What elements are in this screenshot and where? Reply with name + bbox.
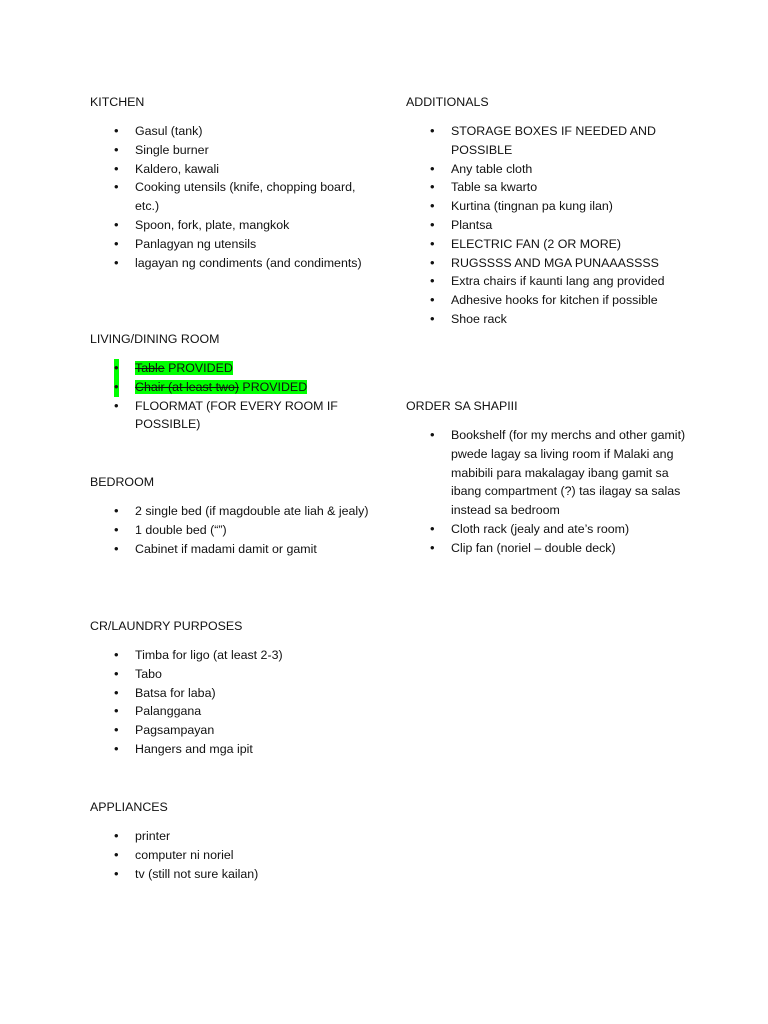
list-item: • lagayan ng condiments (and condiments) — [90, 254, 380, 273]
section-heading: KITCHEN — [90, 95, 145, 109]
list-item: • printer — [90, 827, 380, 846]
section-heading: ORDER SA SHAPIII — [406, 399, 518, 413]
bullet-icon: • — [430, 235, 435, 251]
list-item — [90, 359, 380, 378]
list-item: • 2 single bed (if magdouble ate liah & jealy) — [90, 502, 380, 521]
bullet-icon: • — [114, 397, 119, 413]
section-heading: BEDROOM — [90, 475, 155, 489]
bullet-icon: • — [114, 521, 119, 537]
kitchen-list — [90, 122, 380, 272]
list-item: • Tabo — [90, 665, 380, 684]
list-item: • Cooking utensils (knife, chopping board, etc.) — [114, 179, 356, 214]
list-item: • Single burner — [90, 141, 380, 160]
bullet-icon: • — [114, 684, 119, 700]
list-item: • RUGSSSS AND MGA PUNAAASSSS — [406, 254, 686, 273]
cr-list — [90, 646, 380, 759]
living-list — [90, 359, 380, 434]
bedroom-section — [90, 473, 380, 558]
bullet-icon: • — [114, 503, 119, 518]
list-item: • Palanggana — [90, 702, 380, 721]
bullet-icon: • — [114, 141, 119, 157]
struck-text: Chair (at least two) — [135, 379, 239, 394]
section-heading: ADDITIONALS — [406, 95, 489, 109]
list-item: • Adhesive hooks for kitchen if possible — [406, 291, 686, 310]
shapiii-list — [406, 426, 686, 558]
list-item: • Pagsampayan — [90, 721, 380, 740]
bullet-icon: • — [114, 160, 119, 176]
list-item: • STORAGE BOXES IF NEEDED AND POSSIBLE — [430, 123, 656, 157]
struck-text: Table — [135, 361, 165, 375]
list-item: • Extra chairs if kaunti lang ang provided — [406, 272, 686, 291]
bullet-icon: • — [114, 647, 119, 662]
bullet-icon: • — [430, 123, 435, 138]
bedroom-list — [90, 502, 380, 558]
section-heading: APPLIANCES — [90, 800, 168, 814]
kitchen-section — [90, 93, 380, 272]
bullet-icon: • — [430, 520, 435, 536]
appliances-list — [90, 827, 380, 883]
living-dining-section — [90, 330, 380, 434]
bullet-icon: • — [114, 722, 119, 738]
list-item: • ELECTRIC FAN (2 OR MORE) — [406, 235, 686, 254]
bullet-icon: • — [430, 179, 435, 195]
bullet-icon: • — [114, 235, 119, 251]
bullet-icon: • — [430, 292, 435, 308]
list-item: • Table sa kwarto — [406, 178, 686, 197]
appliances-section — [90, 798, 380, 883]
highlighted-text: Chair (at least two) PROVIDED — [135, 379, 308, 394]
bullet-icon: • — [430, 160, 435, 176]
bullet-icon: • — [430, 198, 435, 214]
bullet-icon: • — [114, 254, 119, 270]
section-heading: CR/LAUNDRY PURPOSES — [90, 619, 243, 633]
bullet-icon: • — [114, 179, 119, 195]
list-item: • Shoe rack — [406, 310, 686, 329]
list-item: • Panlagyan ng utensils — [90, 235, 380, 254]
bullet-icon: • — [114, 865, 119, 881]
list-item: • Kurtina (tingnan pa kung ilan) — [406, 197, 686, 216]
list-item: • Clip fan (noriel – double deck) — [406, 539, 686, 558]
bullet-icon: • — [114, 378, 119, 397]
cr-laundry-section — [90, 617, 380, 759]
bullet-icon: • — [430, 539, 435, 555]
bullet-icon: • — [114, 123, 119, 138]
bullet-icon: • — [430, 273, 435, 289]
bullet-icon: • — [430, 254, 435, 270]
bullet-icon: • — [430, 310, 435, 326]
bullet-icon: • — [114, 216, 119, 232]
list-item: • Cabinet if madami damit or gamit — [90, 540, 380, 559]
list-item: • Bookshelf (for my merchs and other gamit) pwede lagay sa living room if Malaki ang mabibili para makalagay ibang gamit sa ibang compartment (?) tas ilagay sa salas instead sa bedroom — [430, 427, 686, 518]
bullet-icon: • — [114, 359, 119, 378]
bullet-icon: • — [430, 427, 435, 442]
additionals-section — [406, 93, 686, 329]
list-item: • Gasul (tank) — [90, 122, 380, 141]
additionals-list — [406, 122, 686, 329]
bullet-icon: • — [114, 740, 119, 756]
list-item: • tv (still not sure kailan) — [90, 865, 380, 884]
list-item: • 1 double bed (“”) — [90, 521, 380, 540]
list-item: • Hangers and mga ipit — [90, 740, 380, 759]
list-item: • computer ni noriel — [90, 846, 380, 865]
bullet-icon: • — [114, 665, 119, 681]
list-item: • Spoon, fork, plate, mangkok — [90, 216, 380, 235]
list-item — [90, 378, 380, 397]
bullet-icon: • — [114, 828, 119, 843]
list-item: • Timba for ligo (at least 2-3) — [90, 646, 380, 665]
bullet-icon: • — [430, 216, 435, 232]
bullet-icon: • — [114, 540, 119, 556]
list-item: • FLOORMAT (FOR EVERY ROOM IF POSSIBLE) — [114, 397, 338, 432]
section-heading: LIVING/DINING ROOM — [90, 332, 220, 346]
list-item: • Cloth rack (jealy and ate’s room) — [406, 520, 686, 539]
list-item: • Plantsa — [406, 216, 686, 235]
list-item: • Batsa for laba) — [90, 684, 380, 703]
list-item: • Kaldero, kawali — [90, 160, 380, 179]
list-item: • Any table cloth — [406, 160, 686, 179]
order-shapiii-section — [406, 397, 686, 558]
bullet-icon: • — [114, 703, 119, 719]
bullet-icon: • — [114, 846, 119, 862]
highlighted-text: Table PROVIDED — [135, 361, 233, 375]
